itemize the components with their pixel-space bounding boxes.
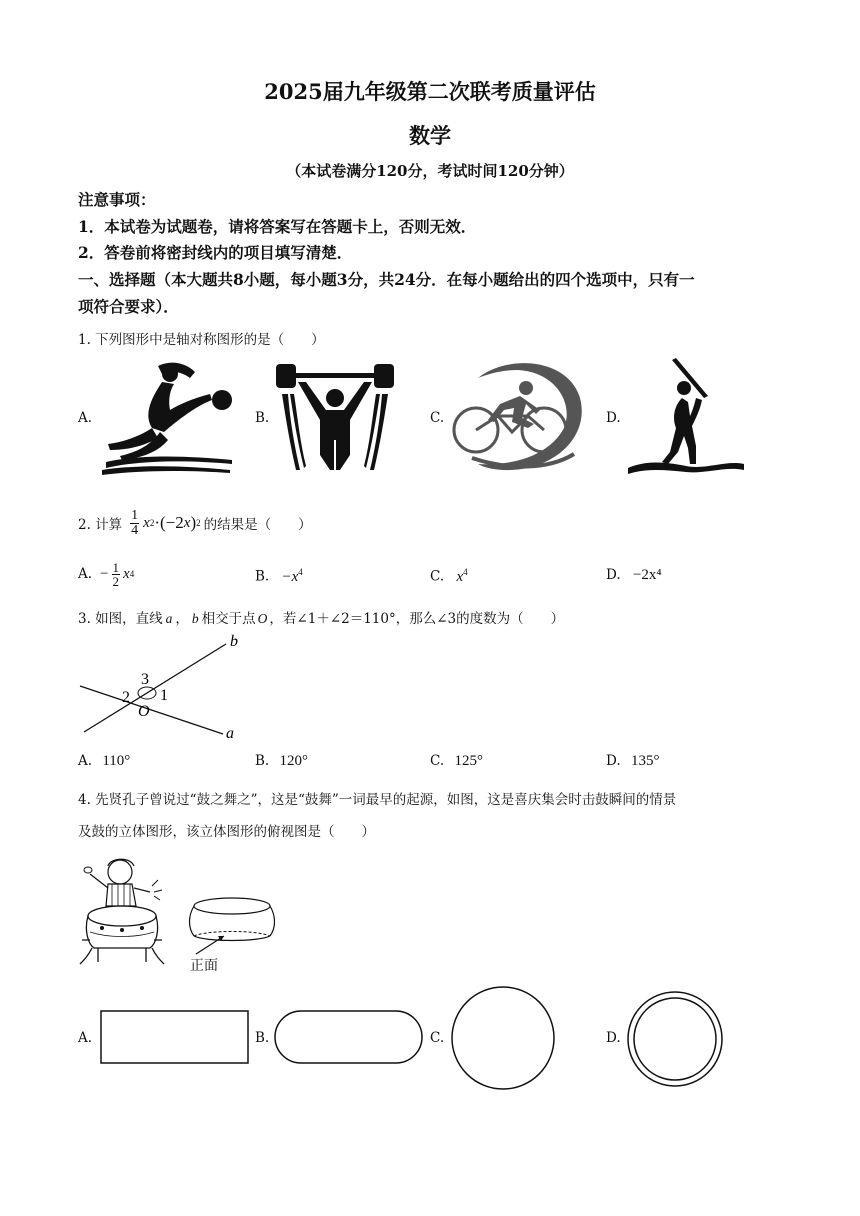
q2-var-2: x: [183, 514, 191, 531]
q2-option-d-value: −2x⁴: [632, 567, 662, 583]
q3-option-b-value: 120°: [279, 753, 309, 769]
q3-stem-a: 3. 如图，直线: [78, 611, 163, 627]
q3-option-d-label: D.: [606, 753, 621, 769]
q2-option-c-exp: 4: [463, 567, 468, 577]
q2-option-a-num: 1: [112, 559, 120, 575]
q3-var-a: a: [165, 611, 173, 626]
subject-title: 数学: [409, 123, 451, 148]
drummer-illustration: [78, 856, 178, 968]
q2-option-a-exp: 4: [129, 569, 135, 579]
cyclist-icon: [448, 358, 588, 476]
q2-option-c-label: C.: [430, 568, 445, 585]
top-view-rectangle: [100, 1010, 250, 1065]
q2-option-a-den: 2: [112, 573, 120, 589]
q1-option-c-label: C.: [430, 410, 445, 426]
section-heading-line1: 一、选择题（本大题共8小题，每小题3分，共24分．在每小题给出的四个选项中，只有一: [78, 270, 695, 289]
q3-option-a: [78, 753, 130, 770]
notes-item-2: 2．答卷前将密封线内的项目填写清楚．: [78, 243, 353, 262]
weightlifter-icon: [276, 360, 396, 475]
q3-option-b-label: B.: [255, 753, 270, 769]
q2-option-b-exp: 4: [298, 567, 303, 577]
q2-fraction: [130, 509, 139, 538]
line-a: [80, 686, 223, 734]
q2-option-a-sign: −: [100, 565, 109, 582]
top-view-rounded-rectangle: [274, 1010, 424, 1065]
volleyball-player-icon: [100, 360, 240, 475]
q2-option-a-var: x: [123, 565, 130, 582]
q3-option-a-value: 110°: [102, 753, 131, 769]
q2-prefix: 2. 计算: [78, 517, 123, 533]
label-b: b: [230, 633, 238, 650]
q1-stem: 1. 下列图形中是轴对称图形的是（ ）: [78, 332, 325, 348]
notes-item-1: 1．本试卷为试题卷，请将答案写在答题卡上，否则无效．: [78, 217, 477, 236]
q3-option-d-value: 135°: [630, 753, 660, 769]
q3-option-c-value: 125°: [454, 753, 483, 769]
q2-option-a: [78, 554, 134, 594]
exam-title: 2025届九年级第二次联考质量评估: [264, 79, 596, 104]
q2-option-c-value: x: [456, 568, 464, 585]
q2-close: ): [190, 513, 197, 532]
q3-option-c-label: C.: [430, 753, 445, 769]
q3-var-b: b: [191, 611, 199, 626]
q4-stem-line1: 4. 先贤孔子曾说过“鼓之舞之”，这是“鼓舞”一词最早的起源，如图，这是喜庆集会时击鼓瞬间的情景: [78, 792, 677, 808]
q2-suffix: 的结果是（ ）: [203, 517, 312, 533]
q2-stem: [78, 498, 312, 548]
label-angle-1: 1: [160, 687, 168, 704]
label-angle-3: 3: [141, 671, 149, 688]
q2-frac-num: 1: [131, 507, 139, 523]
label-o: O: [138, 703, 150, 720]
q3-stem: [78, 607, 564, 627]
q4-option-b-label: B.: [255, 1030, 270, 1046]
q2-option-a-fraction: [112, 561, 121, 588]
q1-option-d-label: D.: [606, 410, 621, 426]
q3-figure: [78, 630, 248, 745]
q2-exp: 2: [149, 518, 155, 528]
q2-option-b: [255, 567, 303, 586]
q4-option-d-label: D.: [606, 1030, 621, 1046]
line-b: [84, 644, 226, 732]
golfer-icon: [626, 356, 746, 476]
q3-option-c: [430, 753, 483, 770]
q3-option-d: [606, 753, 659, 770]
q2-option-d-label: D.: [606, 567, 621, 583]
q2-option-b-label: B.: [255, 568, 270, 585]
front-label: 正面: [190, 958, 218, 974]
top-view-double-circle: [626, 990, 724, 1088]
q3-sep: ，: [175, 611, 189, 627]
q4-option-c-label: C.: [430, 1030, 445, 1046]
q2-option-b-value: −x: [281, 568, 299, 585]
q2-exp-2: 2: [196, 518, 201, 528]
q2-middle: ·(−2: [154, 513, 184, 532]
q4-stem-line2: 及鼓的立体图形，该立体图形的俯视图是（ ）: [78, 824, 375, 840]
label-a: a: [226, 725, 234, 742]
exam-info: （本试卷满分120分，考试时间120分钟）: [286, 162, 574, 180]
q3-stem-b: 相交于点: [201, 611, 256, 627]
q1-option-b-label: B.: [255, 410, 270, 426]
q3-var-o: O: [257, 611, 268, 626]
q3-option-b: [255, 753, 308, 770]
q2-option-c: [430, 567, 468, 586]
q2-var: x: [143, 514, 150, 531]
label-angle-2: 2: [122, 689, 130, 706]
section-heading-line2: 项符合要求）．: [78, 297, 179, 316]
top-view-circle: [450, 985, 556, 1091]
q4-option-a-label: A.: [78, 1030, 93, 1046]
q2-frac-den: 4: [131, 522, 139, 538]
q2-option-d: [606, 567, 662, 584]
q2-option-a-label: A.: [78, 566, 93, 582]
notes-heading: 注意事项：: [78, 190, 156, 209]
q1-option-a-label: A.: [78, 410, 93, 426]
q3-stem-c: ，若∠1＋∠2＝110°，那么∠3的度数为（ ）: [269, 611, 565, 627]
q3-option-a-label: A.: [78, 753, 93, 769]
